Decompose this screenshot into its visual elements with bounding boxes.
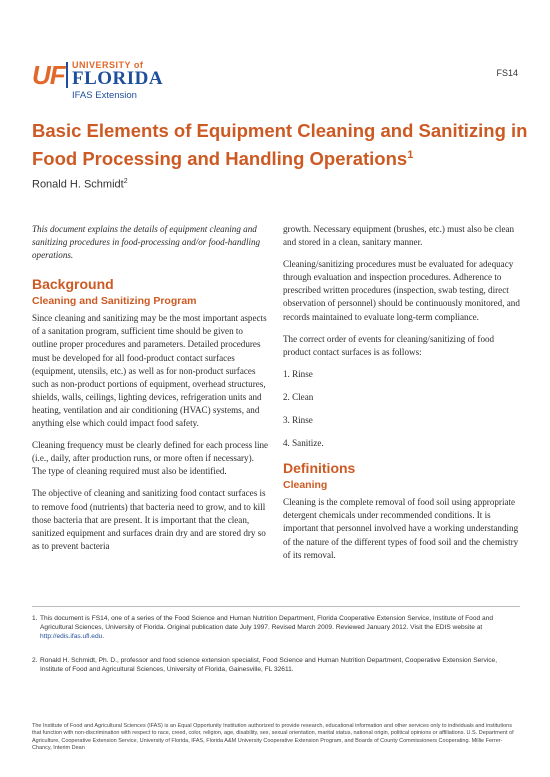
uf-ifas-logo [32,58,172,104]
footnote-end: . [102,633,105,640]
body-paragraph: Cleaning is the complete removal of food soil using appropriate detergent chemicals under recommended conditions. It is important that personnel involved have a working understanding of the nature of the different types of food soil and the chemistry of its removal. [283,497,519,560]
edis-website-link[interactable]: http://edis.ifas.ufl.edu [40,633,103,640]
list-item: 1. Rinse [283,368,313,379]
right-column [283,223,523,571]
intro-paragraph: This document explains the details of equipment cleaning and sanitizing procedures in food-processing and/or food-handling operations. [32,224,261,261]
cleaning-heading: Cleaning [283,479,328,492]
title-text: Basic Elements of Equipment Cleaning and Sanitizing in Food Processing and Handling Operations [32,120,528,170]
body-paragraph: Cleaning frequency must be clearly defined for each process line (i.e., daily, after production runs, or more often if necessary). The type of cleaning required must also be identified. [32,440,269,477]
cleaning-program-heading: Cleaning and Sanitizing Program [32,295,197,308]
footnote-divider [32,606,520,607]
logo-ifas-text: IFAS Extension [72,90,137,101]
logo-university-text: UNIVERSITY of [72,60,144,70]
body-paragraph: Cleaning/sanitizing procedures must be evaluated for adequacy through evaluation and inspection procedures. Adherence to prescribed written procedures (inspection, swab testing, direct observation of personnel) should be continuously monitored, and records maintained to evaluate long-term compliance. [283,259,520,322]
body-paragraph: growth. Necessary equipment (brushes, etc.) must also be clean and stored in a clean, sanitary manner. [283,224,515,248]
footnote-text: This document is FS14, one of a series of the Food Science and Human Nutrition Department, Florida Cooperative Extension Service, Institute of Food and Agricultural Sciences, University of Florida. Original publication date July 1997. Revised March 2009. Reviewed January 2012. Visit the EDIS website at [40,615,494,631]
footnote-2 [32,656,520,674]
disclaimer-text: The Institute of Food and Agricultural Sciences (IFAS) is an Equal Opportunity Institution authorized to provide research, educational information and other services only to individuals and institutions that function with non-discrimination with respect to race, creed, color, religion, age, disability, sex, sexual orientation, marital status, national origin, political opinions or affiliations. U.S. Department of Agriculture, Cooperative Extension Service, University of Florida, IFAS, Florida A&M University Cooperative Extension Program, and Boards of County Commissioners Cooperating. Millie Ferrer-Chancy, Interim Dean [32,723,514,752]
author-footnote-ref: 2 [123,178,128,185]
list-item: 2. Clean [283,391,314,402]
background-heading: Background [32,276,114,293]
footnote-text: Ronald H. Schmidt, Ph. D., professor and food science extension specialist, Food Science and Human Nutrition Department, Cooperative Extension Service, Institute of Food and Agricultural Sciences, University of Florida, Gainesville, FL 32611. [40,657,498,673]
body-paragraph: Since cleaning and sanitizing may be the most important aspects of a sanitation program, sufficient time should be given to outline proper procedures and parameters. Detailed procedures must be developed for all food-product contact surfaces (equipment, utensils, etc.) as well as for non-product surfaces such as non-product portions of equipment, overhead structures, shields, walls, ceilings, lighting devices, refrigeration units and heating, ventilation and air conditioning (HVAC) systems, and anything else which could impact food safety. [32,313,267,429]
body-paragraph: The correct order of events for cleaning/sanitizing of food product contact surfaces is as follows: [283,333,495,357]
author-name: Ronald H. Schmidt [32,178,124,191]
footnote-1 [32,614,520,641]
document-title [32,118,532,171]
logo-florida-text: FLORIDA [72,68,164,89]
body-paragraph: The objective of cleaning and sanitizing food contact surfaces is to remove food (nutrients) that bacteria need to grow, and to kill those bacteria that are present. It is important that the clean, sanitized equipment and surfaces drain dry and are stored dry so as to prevent bacteria [32,488,266,551]
footnote-number: 1. [32,615,38,622]
author-line [32,178,128,191]
document-number: FS14 [496,68,518,78]
list-item: 3. Rinse [283,415,313,426]
title-footnote-ref: 1 [407,149,414,161]
logo-uf-mark: UF [32,60,65,90]
footnote-number: 2. [32,657,38,664]
definitions-heading: Definitions [283,460,356,477]
logo-divider [66,62,68,88]
list-item: 4. Sanitize. [283,438,324,449]
left-column [32,223,270,562]
cleaning-steps-list [283,368,523,450]
